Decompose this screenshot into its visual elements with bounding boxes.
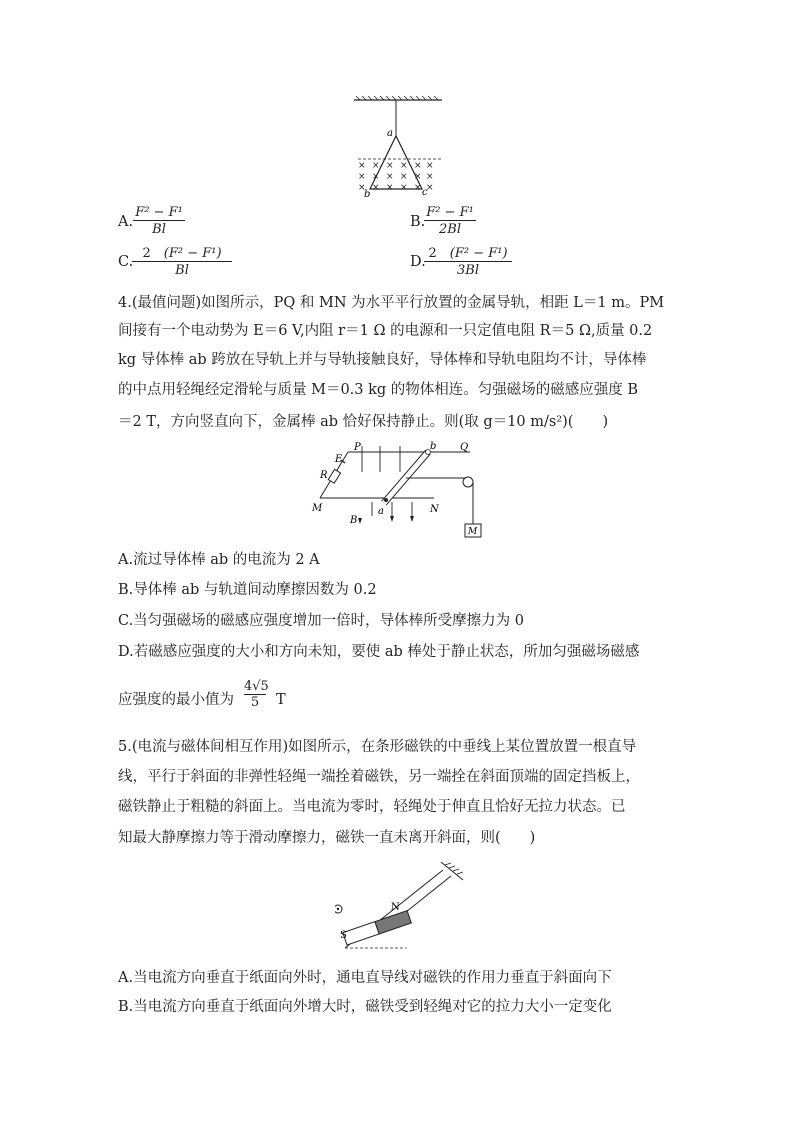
q4-line-4: 的中点用轻绳经定滑轮与质量 M＝0.3 kg 的物体相连。匀强磁场的磁感应强度 B bbox=[118, 382, 639, 398]
label-R: R bbox=[320, 470, 328, 481]
svg-text:×: × bbox=[358, 183, 366, 193]
q4-option-b[interactable]: B.导体棒 ab 与轨道间动摩擦因数为 0.2 bbox=[118, 582, 377, 598]
svg-text:×: × bbox=[386, 172, 394, 182]
label-S: S bbox=[340, 930, 347, 941]
q5-line-2: 线，平行于斜面的非弹性轻绳一端拴着磁铁，另一端拴在斜面顶端的固定挡板上， bbox=[118, 769, 640, 785]
q4-option-d[interactable]: D.若磁感应强度的大小和方向未知，要使 ab 棒处于静止状态，所加匀强磁场磁感 bbox=[118, 644, 640, 660]
q4-option-d-continuation bbox=[118, 690, 234, 710]
denominator: Bl bbox=[133, 220, 185, 237]
figure-magnet-incline bbox=[335, 860, 465, 952]
q5-option-b[interactable]: B.当电流方向垂直于纸面向外增大时，磁铁受到轻绳对它的拉力大小一定变化 bbox=[118, 999, 612, 1015]
q4-line-1: 4.(最值问题)如图所示，PQ 和 MN 为水平平行放置的金属导轨，相距 L＝1 m。PM bbox=[118, 295, 665, 311]
svg-text:×: × bbox=[372, 161, 380, 171]
q4-line-3: kg 导体棒 ab 跨放在导轨上并与导轨接触良好，导体棒和导轨电阻均不计，导体棒 bbox=[118, 352, 647, 368]
option-letter: C. bbox=[118, 254, 134, 270]
denominator: 3Bl bbox=[424, 261, 512, 278]
label-Q: Q bbox=[460, 442, 469, 453]
svg-text:×: × bbox=[400, 161, 408, 171]
d-min-fraction bbox=[244, 679, 269, 710]
label-b: b bbox=[364, 189, 371, 200]
label-b: b bbox=[430, 441, 437, 452]
option-letter: D. bbox=[410, 254, 426, 270]
svg-text:×: × bbox=[400, 172, 408, 182]
denominator: 2Bl bbox=[424, 220, 476, 237]
d-cont-text: 应强度的最小值为 bbox=[118, 692, 234, 708]
svg-text:×: × bbox=[414, 161, 422, 171]
svg-text:×: × bbox=[426, 172, 434, 182]
q4-option-c[interactable]: C.当匀强磁场的磁感应强度增加一倍时，导体棒所受摩擦力为 0 bbox=[118, 613, 525, 629]
numerator: (F² − F¹) bbox=[163, 246, 222, 261]
q4-line-2: 间接有一个电动势为 E＝6 V,内阻 r＝1 Ω 的电源和一只定值电阻 R＝5 Ω,质量 0.2 bbox=[118, 323, 653, 339]
numerator: (F² − F¹) bbox=[449, 246, 508, 261]
svg-text:×: × bbox=[386, 183, 394, 193]
numerator: F² − F¹ bbox=[426, 205, 474, 220]
svg-text:×: × bbox=[358, 172, 366, 182]
label-M: M bbox=[312, 503, 323, 514]
fraction bbox=[132, 242, 232, 278]
denominator: 5 bbox=[244, 694, 266, 710]
q5-line-1: 5.(电流与磁体间相互作用)如图所示，在条形磁铁的中垂线上某位置放置一根直导 bbox=[118, 739, 637, 755]
svg-text:×: × bbox=[414, 172, 422, 182]
label-N: N bbox=[391, 902, 400, 913]
figure-rails-pulley bbox=[310, 440, 490, 540]
svg-text:×: × bbox=[372, 172, 380, 182]
svg-text:×: × bbox=[358, 161, 366, 171]
coefficient: 2 bbox=[428, 246, 437, 261]
svg-text:×: × bbox=[400, 183, 408, 193]
label-N: N bbox=[430, 504, 439, 515]
svg-text:×: × bbox=[426, 183, 434, 193]
label-a: a bbox=[378, 506, 384, 517]
d-unit: T bbox=[276, 692, 286, 708]
label-c: c bbox=[422, 187, 428, 198]
denominator: Bl bbox=[132, 261, 232, 278]
label-a: a bbox=[387, 128, 393, 139]
svg-text:×: × bbox=[372, 183, 380, 193]
option-letter: A. bbox=[118, 214, 134, 230]
numerator: F² − F¹ bbox=[135, 205, 183, 220]
option-letter: B. bbox=[410, 214, 426, 230]
numerator: 4√5 bbox=[244, 679, 269, 694]
q5-line-4: 知最大静摩擦力等于滑动摩擦力，磁铁一直未离开斜面，则( ) bbox=[118, 830, 536, 846]
fraction bbox=[133, 205, 185, 237]
label-mass-M: M bbox=[468, 527, 478, 537]
q5-line-3: 磁铁静止于粗糙的斜面上。当电流为零时，轻绳处于伸直且恰好无拉力状态。已 bbox=[118, 799, 626, 815]
fraction bbox=[424, 205, 476, 237]
q5-option-a[interactable]: A.当电流方向垂直于纸面向外时，通电直导线对磁铁的作用力垂直于斜面向下 bbox=[118, 970, 612, 986]
svg-text:×: × bbox=[386, 161, 394, 171]
q4-option-a[interactable]: A.流过导体棒 ab 的电流为 2 A bbox=[118, 552, 320, 568]
coefficient: 2 bbox=[142, 246, 151, 261]
label-E: E bbox=[335, 454, 343, 465]
label-P: P bbox=[354, 442, 361, 453]
svg-text:×: × bbox=[426, 161, 434, 171]
figure-triangle-frame bbox=[350, 96, 450, 200]
label-B: B bbox=[350, 515, 358, 526]
q4-line-5: ＝2 T，方向竖直向下，金属棒 ab 恰好保持静止。则(取 g＝10 m/s²)( ) bbox=[118, 414, 609, 430]
svg-text:×: × bbox=[414, 183, 422, 193]
fraction bbox=[424, 242, 512, 278]
